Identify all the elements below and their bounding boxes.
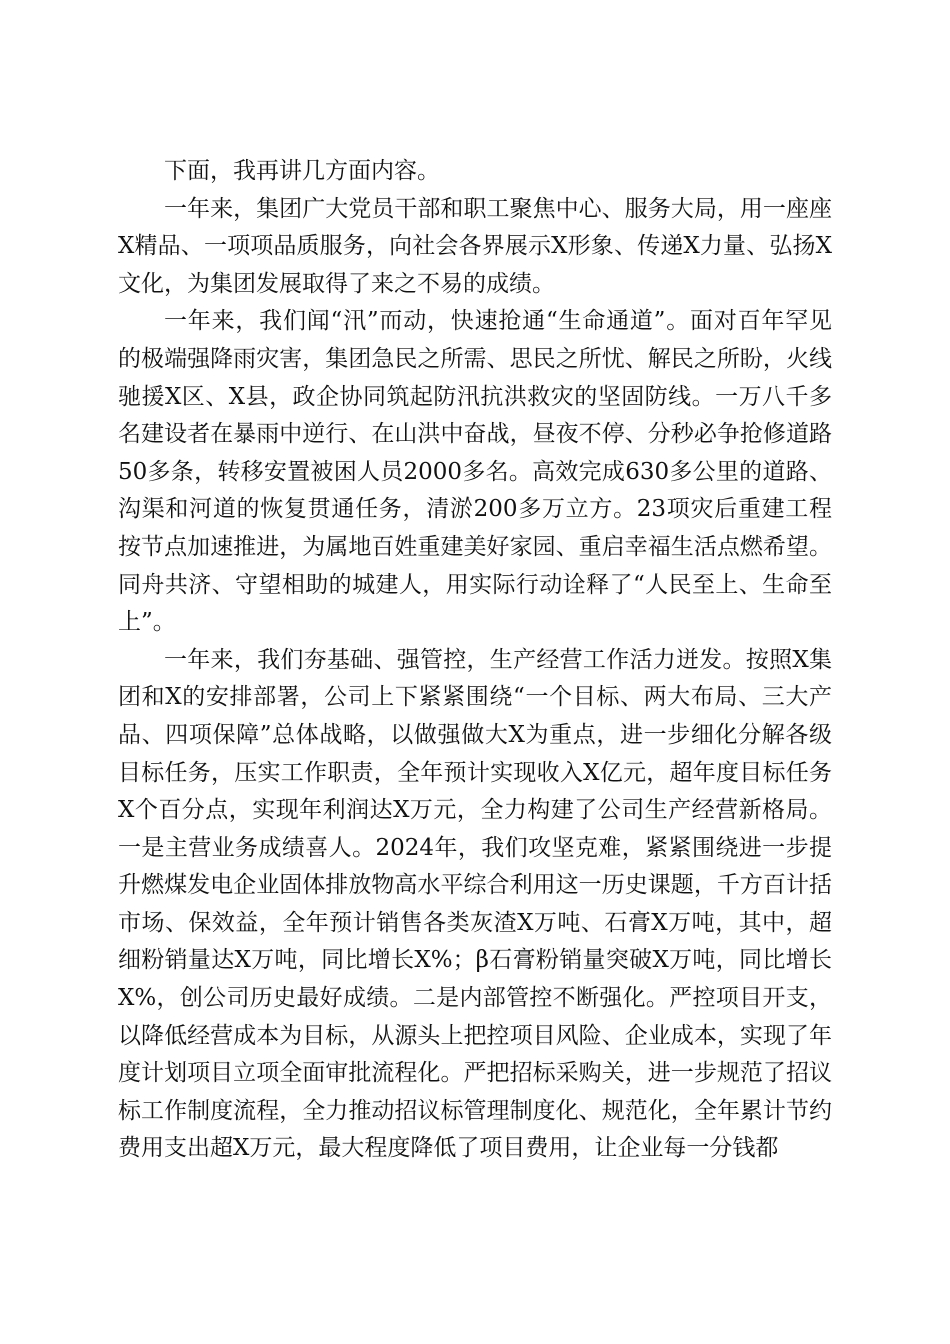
paragraph-intro: 下面，我再讲几方面内容。 bbox=[164, 158, 440, 184]
paragraph-operations: 一年来，我们夯基础、强管控，生产经营工作活力迸发。按照X集团和X的安排部署，公司上下紧紧围绕“一个目标、两大布局、三大产品、四项保障”总体战略，以做强做大X为重点，进一步细化分解各级目标任务，压实工作职责，全年预计实现收入X亿元，超年度目标任务X个百分点，实现年利润达X万元，全力构建了公司生产经营新格局。一是主营业务成绩喜人。2024年，我们攻坚克难，紧紧围绕进一步提升燃煤发电企业固体排放物高水平综合利用这一历史课题，千方百计括市场、保效益，全年预计销售各类灰渣X万吨、石膏X万吨，其中，超细粉销量达X万吨，同比增长X%；β石膏粉销量突破X万吨，同比增长X%，创公司历史最好成绩。二是内部管控不断强化。严控项目开支，以降低经营成本为目标，从源头上把控项目风险、企业成本，实现了年度计划项目立项全面审批流程化。严把招标采购关，进一步规范了招议标工作制度流程，全力推动招议标管理制度化、规范化，全年累计节约费用支出超X万元，最大程度降低了项目费用，让企业每一分钱都 bbox=[118, 646, 832, 1162]
document-page bbox=[118, 153, 832, 1168]
paragraph-achievements: 一年来，集团广大党员干部和职工聚焦中心、服务大局，用一座座X精品、一项项品质服务，向社会各界展示X形象、传递X力量、弘扬X文化，为集团发展取得了来之不易的成绩。 bbox=[118, 195, 832, 297]
paragraph-flood-relief: 一年来，我们闻“汛”而动，快速抢通“生命通道”。面对百年罕见的极端强降雨灾害，集团急民之所需、思民之所忧、解民之所盼，火线驰援X区、X县，政企协同筑起防汛抗洪救灾的坚固防线。一万八千多名建设者在暴雨中逆行、在山洪中奋战，昼夜不停、分秒必争抢修道路50多条，转移安置被困人员2000多名。高效完成630多公里的道路、沟渠和河道的恢复贯通任务，清淤200多万立方。23项灾后重建工程按节点加速推进，为属地百姓重建美好家园、重启幸福生活点燃希望。同舟共济、守望相助的城建人，用实际行动诠释了“人民至上、生命至上”。 bbox=[118, 308, 832, 636]
